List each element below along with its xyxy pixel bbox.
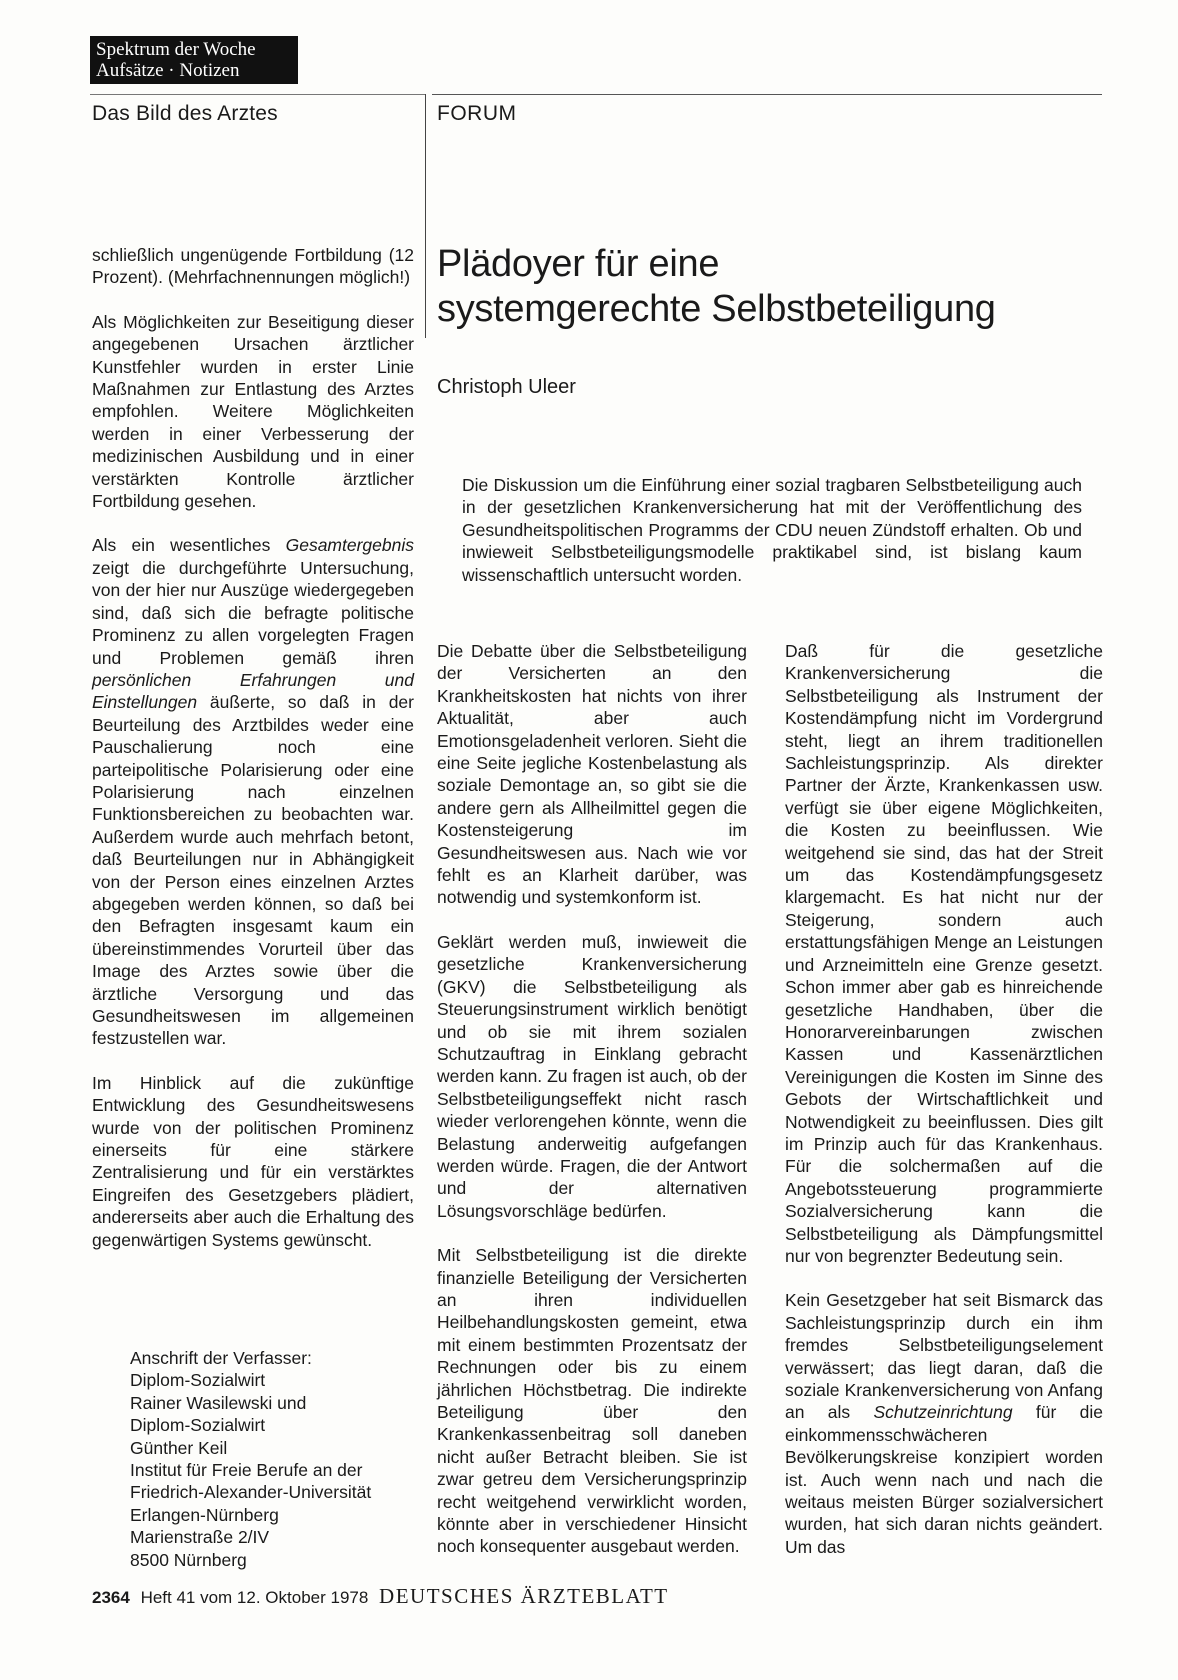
page-footer — [92, 1584, 669, 1609]
address-line: Günther Keil — [130, 1437, 228, 1458]
header-rule-left — [90, 94, 425, 95]
address-line: Erlangen-Nürnberg — [130, 1504, 279, 1525]
address-line: Diplom-Sozialwirt — [130, 1370, 266, 1391]
header-rule-right — [432, 94, 1102, 95]
author-name: Christoph Uleer — [437, 376, 576, 398]
emphasis: Schutzeinrichtung — [873, 1402, 1013, 1423]
emphasis: persönlichen Erfahrungen und Einstellungen — [92, 669, 414, 713]
paragraph: Im Hinblick auf die zukünftige Entwicklung des Gesundheitswesens wurde von der politischen Prominenz einerseits für eine stärkere Zentralisierung und für ein verstärktes Eingreifen des Gesetzgebers plädiert, andererseits aber auch die Erhaltung des gegenwärtigen Systems gewünscht. — [92, 1072, 414, 1250]
issue-info: Heft 41 vom 12. Oktober 1978 — [140, 1588, 369, 1607]
paragraph: Kein Gesetzgeber hat seit Bismarck das Sachleistungsprinzip durch ein ihm fremdes Selbstbeteiligungselement verwässert; das liegt daran, daß die soziale Krankenversicherung von Anfang an als Schutzeinrichtung für die einkommensschwächeren Bevölkerungskreise konzipiert worden ist. Auch wenn nach und nach die weitaus meisten Bürger sozialversichert wurden, hat sich daran nichts geändert. Um das — [785, 1290, 1103, 1557]
section-badge — [90, 36, 298, 84]
paragraph: Die Debatte über die Selbstbeteiligung der Versicherten an den Krankheitskosten hat nichts von ihrer Aktualität, aber auch Emotionsgeladenheit verloren. Sieht die eine Seite jegliche Kostenbelastung als soziale Demontage an, so gibt sie die andere gern als Allheilmittel gegen die Kostensteigerung im Gesundheitswesen aus. Nach wie vor fehlt es an Klarheit darüber, was notwendig und systemkonform ist. — [437, 641, 747, 908]
paragraph: Als Möglichkeiten zur Beseitigung dieser angegebenen Ursachen ärztlicher Kunstfehler wurden in erster Linie Maßnahmen zur Entlastung des Arztes empfohlen. Weitere Möglichkeiten werden in einer Verbesserung der medizinischen Ausbildung und in einer verstärkten Kontrolle ärztlicher Fortbildung gesehen. — [92, 311, 414, 512]
title-line-2: systemgerechte Selbstbeteiligung — [437, 288, 996, 330]
paragraph: schließlich ungenügende Fortbildung (12 Prozent). (Mehrfachnennungen möglich!) — [92, 245, 414, 288]
middle-column — [437, 640, 747, 1580]
emphasis: Gesamtergebnis — [285, 535, 414, 556]
paragraph: Daß für die gesetzliche Krankenversicherung die Selbstbeteiligung als Instrument der Kostendämpfung nicht im Vordergrund steht, liegt an ihrem traditionellen Sachleistungsprinzip. Als direkter Partner der Ärzte, Krankenkassen usw. verfügt sie über eigene Möglichkeiten, die Kosten zu beeinflussen. Wie weitgehend sie sind, das hat der Streit um das Kostendämpfungsgesetz klargemacht. Es hat nicht nur der Steigerung, sondern auch erstattungsfähigen Menge an Leistungen und Arzneimitteln eine Grenze gesetzt. Schon immer aber gab es hinreichende gesetzliche Handhaben, über die Honorarvereinbarungen zwischen Kassen und Kassenärztlichen Vereinigungen die Kosten im Sinne des Gebots der Wirtschaftlichkeit und Notwendigkeit zu beeinflussen. Dies gilt im Prinzip auch für das Krankenhaus. Für die solchermaßen auf die Angebotssteuerung programmierte Sozialversicherung kann die Selbstbeteiligung als Dämpfungsmittel nur von begrenzter Bedeutung sein. — [785, 641, 1103, 1266]
address-line: Institut für Freie Berufe an der — [130, 1460, 363, 1481]
right-column — [785, 640, 1103, 1580]
journal-name: DEUTSCHES ÄRZTEBLATT — [379, 1584, 669, 1608]
address-line: 8500 Nürnberg — [130, 1549, 247, 1570]
address-line: Anschrift der Verfasser: — [130, 1348, 312, 1368]
address-line: Marienstraße 2/IV — [130, 1527, 270, 1548]
address-line: Friedrich-Alexander-Universität — [130, 1482, 372, 1503]
author-address — [130, 1347, 420, 1571]
address-line: Rainer Wasilewski und — [130, 1392, 307, 1413]
article-abstract: Die Diskussion um die Einführung einer sozial tragbaren Selbstbeteiligung auch in der gesetzlichen Krankenversicherung hat mit der Veröffentlichung des Gesundheitspolitischen Programms der CDU neuen Zündstoff erhalten. Ob und inwieweit Selbstbeteiligungsmodelle praktikabel sind, ist bislang kaum wissenschaftlich untersucht worden. — [462, 475, 1082, 585]
paragraph: Geklärt werden muß, inwieweit die gesetzliche Krankenversicherung (GKV) die Selbstbeteiligung als Steuerungsinstrument wirklich benötigt und ob sie mit ihrem sozialen Schutzauftrag in Einklang gebracht werden kann. Zu fragen ist auch, ob der Selbstbeteiligungseffekt nicht rasch wieder verlorengehen könnte, wenn die Belastung anderweitig aufgefangen werden würde. Fragen, die der Antwort und der alternativen Lösungsvorschläge bedürfen. — [437, 931, 747, 1221]
section-title-right: FORUM — [437, 102, 517, 125]
title-line-1: Plädoyer für eine — [437, 243, 720, 285]
badge-line-1: Spektrum der Woche — [96, 39, 256, 60]
column-divider — [425, 94, 426, 338]
left-column — [92, 244, 414, 1273]
page-number: 2364 — [92, 1588, 130, 1607]
badge-line-2: Aufsätze · Notizen — [96, 60, 240, 81]
paragraph: Als ein wesentliches Gesamtergebnis zeigt die durchgeführte Untersuchung, von der hier nur Auszüge wiedergegeben sind, daß sich die befragte politische Prominenz zu allen vorgelegten Fragen und Problemen gemäß ihren persönlichen Erfahrungen und Einstellungen äußerte, so daß in der Beurteilung des Arztbildes weder eine Pauschalierung noch eine parteipolitische Polarisierung oder eine Polarisierung nach einzelnen Funktionsbereichen zu beobachten war. Außerdem wurde auch mehrfach betont, daß Beurteilungen nur in Abhängigkeit von der Person eines einzelnen Arztes abgegeben werden können, so daß bei den Befragten insgesamt kaum ein übereinstimmendes Vorurteil über das Image des Arztes sowie über die ärztliche Versorgung und das Gesundheitswesen im allgemeinen festzustellen war. — [92, 535, 414, 1049]
address-line: Diplom-Sozialwirt — [130, 1415, 266, 1436]
paragraph: Mit Selbstbeteiligung ist die direkte finanzielle Beteiligung der Versicherten an ihren individuellen Heilbehandlungskosten gemeint, etwa mit einem bestimmten Prozentsatz der Rechnungen oder bis zu einem jährlichen Höchstbetrag. Die indirekte Beteiligung über den Krankenkassenbeitrag soll daneben nicht außer Betracht bleiben. Sie ist zwar getreu dem Versicherungsprinzip recht weitgehend verwirklicht worden, könnte aber in verschiedener Hinsicht noch konsequenter ausgebaut werden. — [437, 1245, 747, 1557]
article-title — [437, 242, 1097, 332]
section-title-left: Das Bild des Arztes — [92, 102, 278, 125]
